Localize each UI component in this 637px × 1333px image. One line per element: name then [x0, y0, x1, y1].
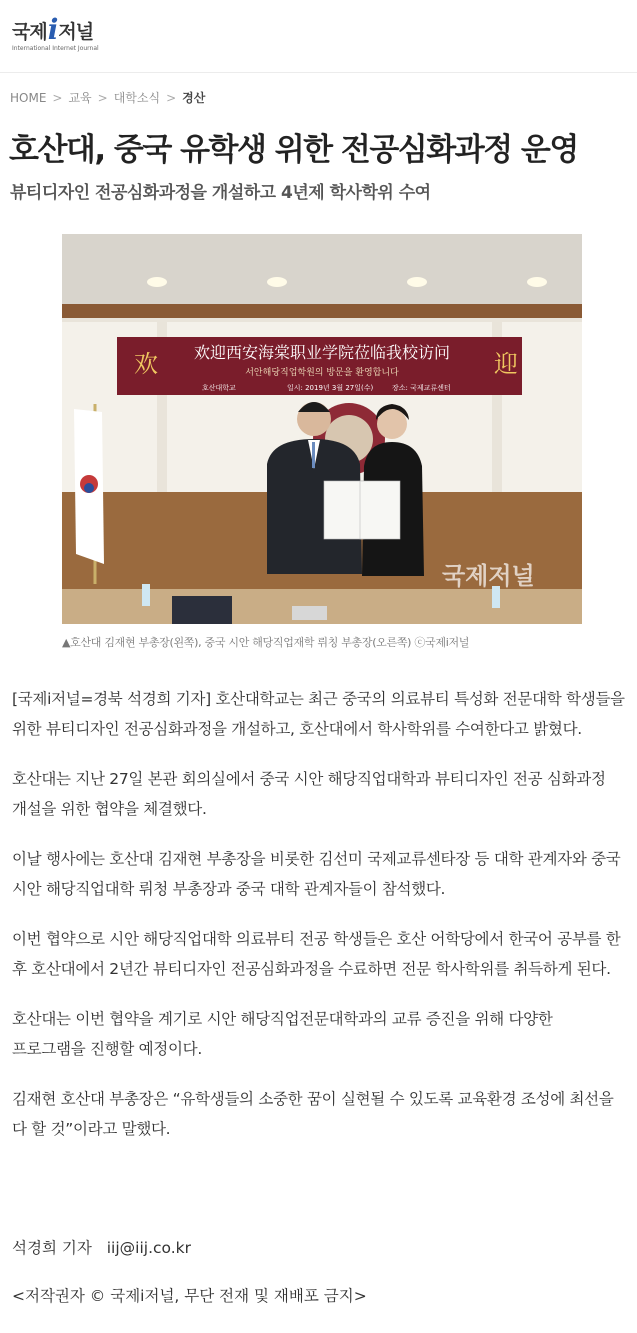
banner-footer-date: 일시: 2019년 3월 27일(수)	[287, 384, 374, 392]
banner-footer-right: 장소: 국제교류센터	[392, 384, 451, 392]
banner-subtitle: 서안해당직업학원의 방문을 환영합니다	[245, 368, 399, 378]
photo-watermark: 국제저널	[442, 562, 535, 590]
article-paragraph: 호산대는 지난 27일 본관 회의실에서 중국 시안 해당직업대학과 뷰티디자인 전공 심화과정 개설을 위한 협약을 체결했다.	[12, 770, 606, 818]
copyright-notice: <저작권자 © 국제i저널, 무단 전재 및 재배포 금지>	[12, 1287, 367, 1305]
photo-caption: ▲호산대 김재현 부총장(왼쪽), 중국 시안 해당직업재학 뤼칭 부총장(오른쪽) ⓒ국제i저널	[62, 636, 470, 649]
breadcrumb	[10, 89, 205, 106]
article-body	[12, 684, 630, 1164]
breadcrumb-university-news[interactable]: 대학소식	[113, 91, 161, 105]
reporter-name: 석경희 기자	[12, 1239, 92, 1257]
breadcrumb-home[interactable]: HOME	[10, 90, 47, 105]
article-paragraph: 김재현 호산대 부총장은 “유학생들의 소중한 꿈이 실현될 수 있도록 교육환경 조성에 최선을 다 할 것”이라고 말했다.	[12, 1090, 614, 1138]
banner-left-char: 欢	[134, 350, 158, 378]
chevron-right-icon: >	[52, 90, 63, 105]
reporter-email-link[interactable]: iij@iij.co.kr	[106, 1239, 192, 1257]
byline	[12, 1236, 191, 1258]
logo-text-right: 저널	[58, 21, 94, 43]
logo-wordmark	[12, 14, 112, 44]
article-paragraph: 호산대는 이번 협약을 계기로 시안 해당직업전문대학과의 교류 증진을 위해 다양한 프로그램을 진행할 예정이다.	[12, 1010, 553, 1058]
article-paragraph: [국제i저널=경북 석경희 기자] 호산대학교는 최근 중국의 의료뷰티 특성화 전문대학 학생들을 위한 뷰티디자인 전공심화과정을 개설하고, 호산대에서 학사학위를 수여한다고 밝혔다.	[12, 690, 625, 738]
article-photo[interactable]	[62, 234, 582, 624]
header-divider	[0, 72, 637, 73]
chevron-right-icon: >	[97, 90, 108, 105]
site-logo[interactable]	[12, 14, 112, 58]
breadcrumb-current[interactable]: 경산	[182, 91, 206, 105]
chevron-right-icon: >	[166, 90, 177, 105]
breadcrumb-education[interactable]: 교육	[68, 91, 92, 105]
logo-subtitle: International Internet Journal	[12, 45, 99, 52]
article-subheadline: 뷰티디자인 전공심화과정을 개설하고 4년제 학사학위 수여	[10, 183, 431, 203]
logo-i-mark: i	[47, 13, 58, 46]
photo-illustration	[62, 234, 582, 624]
logo-text-left: 국제	[12, 21, 47, 43]
banner-footer-left: 호산대학교	[202, 384, 236, 392]
banner-title: 欢迎西安海棠职业学院莅临我校访问	[193, 343, 451, 362]
article-paragraph: 이번 협약으로 시안 해당직업대학 의료뷰티 전공 학생들은 호산 어학당에서 한국어 공부를 한 후 호산대에서 2년간 뷰티디자인 전공심화과정을 수료하면 전문 학사학위를 취득하게 된다.	[12, 930, 621, 978]
banner-right-char: 迎	[494, 350, 518, 378]
article-paragraph: 이날 행사에는 호산대 김재현 부총장을 비롯한 김선미 국제교류센타장 등 대학 관계자와 중국 시안 해당직업대학 뤼청 부총장과 중국 대학 관계자들이 참석했다.	[12, 850, 621, 898]
article-headline: 호산대, 중국 유학생 위한 전공심화과정 운영	[9, 132, 578, 168]
